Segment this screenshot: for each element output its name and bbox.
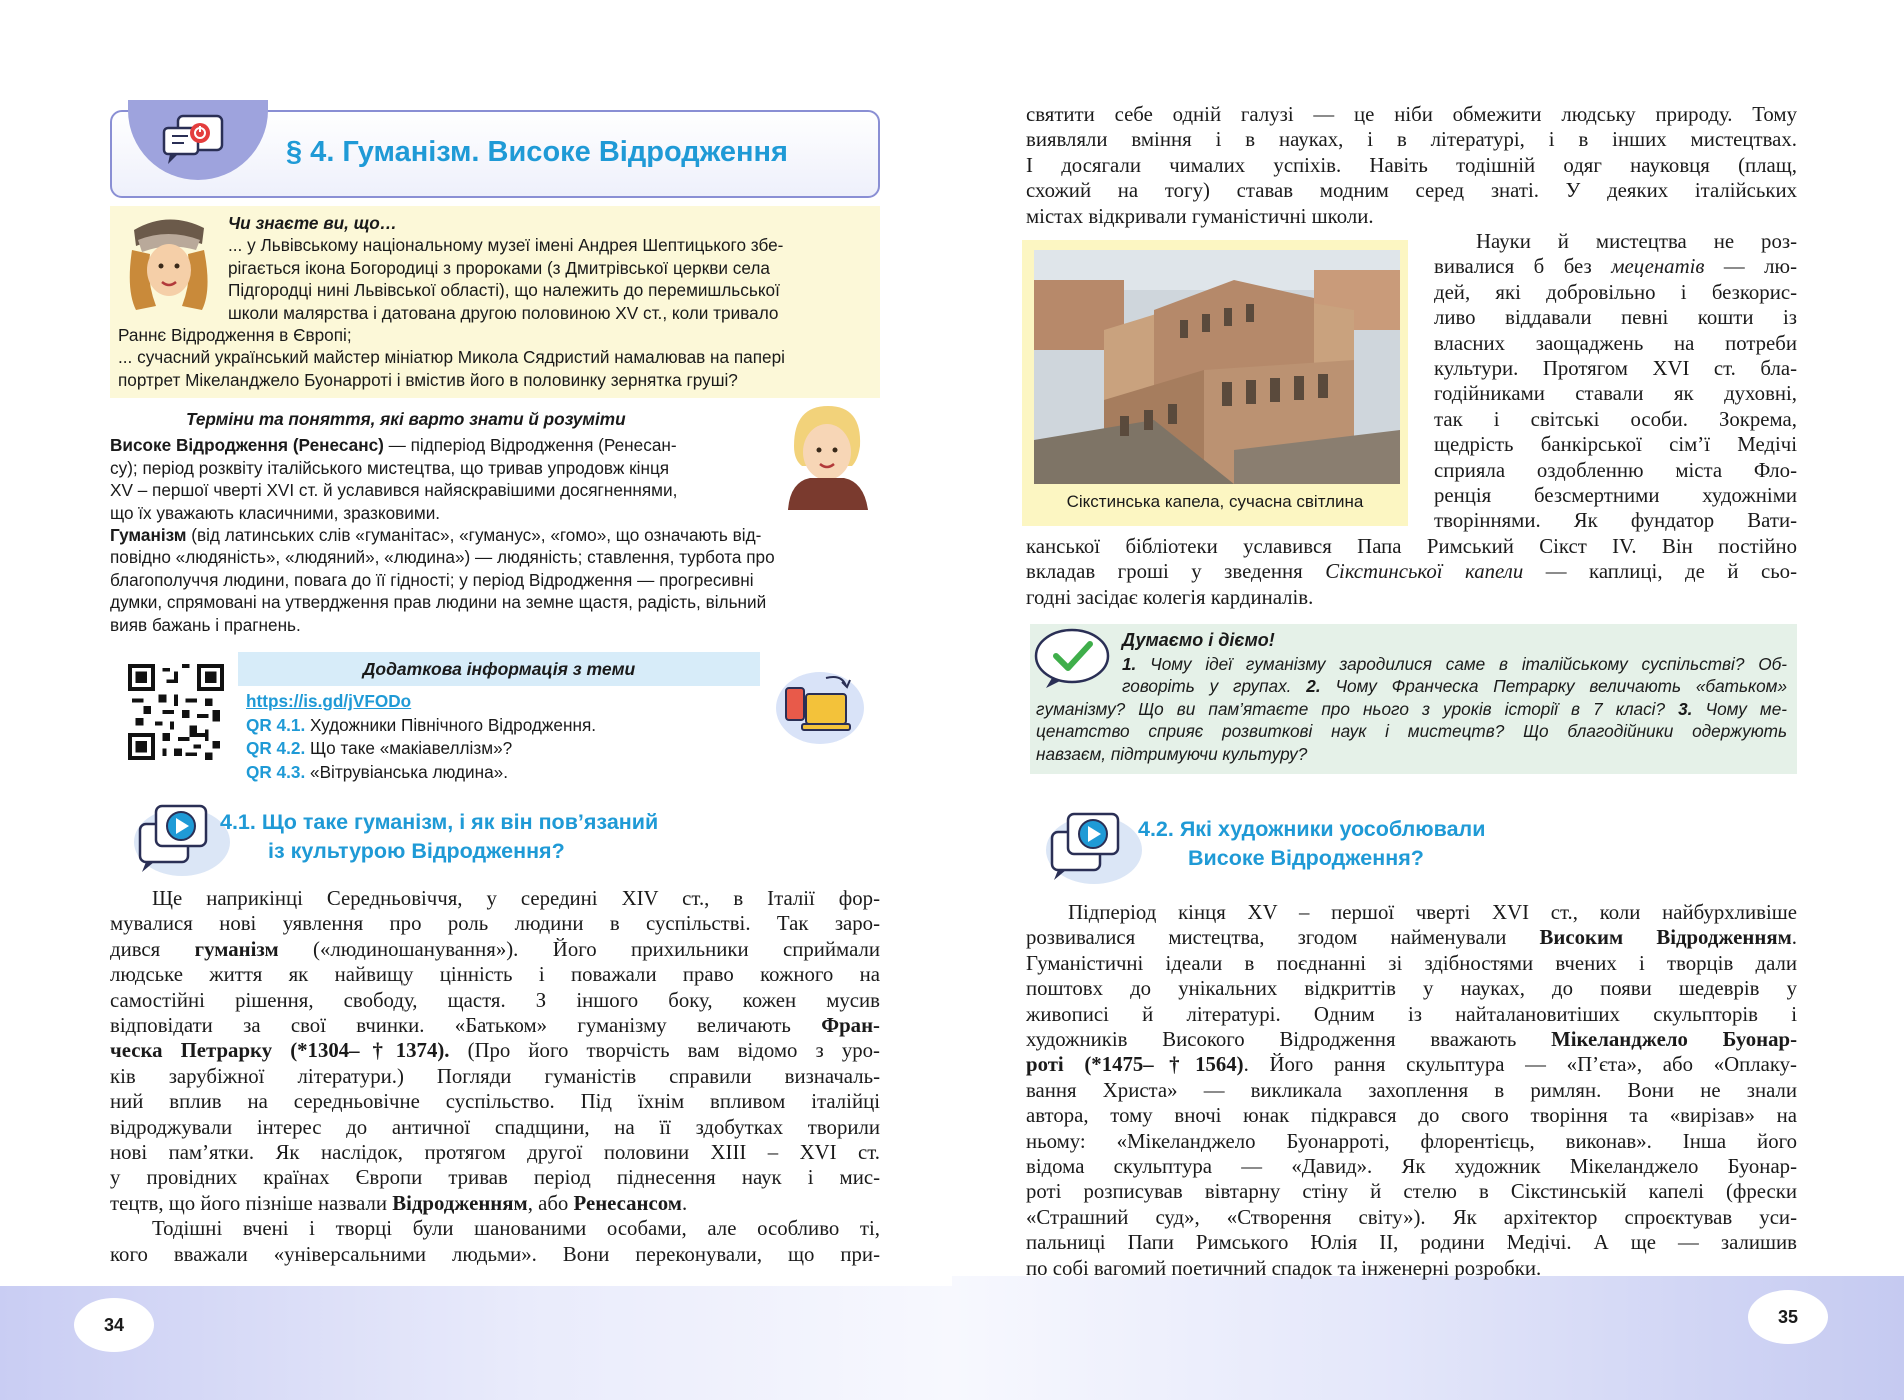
section-heading-line: 4.2. Які художники уособлювали bbox=[1138, 817, 1486, 841]
terms-block bbox=[110, 408, 880, 636]
text-line: людське життя як найвищу цінність і поважали право кожного на bbox=[110, 963, 880, 987]
text-line: сприяла оздобленню міста Фло- bbox=[1434, 458, 1797, 482]
chapter-title-tab bbox=[128, 100, 268, 180]
did-you-know-line: ... у Львівському національному музеї імені Андрея Шептицького збе- bbox=[228, 235, 784, 256]
text-line: розвивалися мистецтва, згодом найменували Високим Відродженням. bbox=[1026, 926, 1797, 950]
text-line: годні засідає колегія кардиналів. bbox=[1026, 585, 1314, 609]
text-line: ренція безсмертними художніми bbox=[1434, 484, 1797, 508]
extra-info-heading: Додаткова інформація з теми bbox=[238, 652, 760, 686]
text-line: поштовх до унікальних відкриттів у науках, до появи шедеврів у bbox=[1026, 977, 1797, 1001]
sistine-chapel-photo bbox=[1034, 250, 1400, 484]
text-line: вивалися б без меценатів — лю- bbox=[1434, 255, 1797, 279]
text-line: культури. Протягом XVI ст. бла- bbox=[1434, 357, 1797, 381]
text-line: творіннями. Як фундатор Вати- bbox=[1434, 509, 1797, 533]
text-line: тецтв, що його пізніше назвали Відродженням, або Ренесансом. bbox=[110, 1191, 688, 1215]
text-line: щедрість банкірської сім’ї Медічі bbox=[1434, 433, 1797, 457]
section-heading-line: Високе Відродження? bbox=[1188, 846, 1424, 870]
text-line: дився гуманізм («людиношанування»). Його прихильники сприймали bbox=[110, 937, 880, 961]
qr-item[interactable]: QR 4.3. «Вітрувіанська людина». bbox=[246, 761, 509, 782]
text-line: схожий на тогу) ставав модним серед знаті. У деяких італійських bbox=[1026, 179, 1797, 203]
extra-info-link[interactable]: https://is.gd/jVFODo bbox=[246, 691, 412, 711]
photo-caption: Сікстинська капела, сучасна світлина bbox=[1066, 492, 1364, 511]
text-line: вкладав гроші у зведення Сікстинської капели — каплиці, де й сьо- bbox=[1026, 560, 1797, 584]
term-definition: повідно «людяність», «людяний», «людина») — людяність; ставлення, турбота про bbox=[110, 547, 775, 568]
text-line: художників Високого Відродження вважають Мікеланджело Буонар- bbox=[1026, 1028, 1798, 1052]
section-heading-line: 4.1. Що таке гуманізм, і як він пов’язаний bbox=[220, 810, 659, 834]
extra-info-list bbox=[246, 690, 596, 784]
footer-band bbox=[952, 1276, 1904, 1400]
think-and-act-text bbox=[1030, 628, 1797, 765]
text-line: самостійні рішення, свободу, щастя. З іншого боку, кожен мусив bbox=[110, 988, 880, 1012]
text-line: роті (*1475–†1564). Його рання скульптура — «П’єта», або «Оплаку- bbox=[1026, 1053, 1797, 1077]
did-you-know-line: Підгородці нині Львівської області), що належить до перемишльської bbox=[228, 280, 780, 301]
text-line: Науки й мистецтва не роз- bbox=[1476, 230, 1797, 253]
qr-item[interactable]: QR 4.1. Художники Північного Відродження. bbox=[246, 714, 597, 735]
text-line: годійниками ставали як духовні, bbox=[1434, 382, 1797, 406]
did-you-know-line: школи малярства і датована другою половиною XV ст., коли тривало bbox=[228, 302, 779, 323]
section-heading-4-1 bbox=[220, 808, 658, 866]
body-text-right-side bbox=[1434, 229, 1797, 534]
text-line: Тодішні вчені і творці були шанованими особами, але особливо ті, bbox=[152, 1217, 880, 1241]
text-line: ків зарубіжної літератури.) Погляди гуманістів справили визначаль- bbox=[110, 1064, 880, 1088]
text-line: канської бібліотеки уславився Папа Римський Сікст IV. Він постійно bbox=[1026, 535, 1797, 558]
text-line: у провідних країнах Європи тривав період піднесення наук і мис- bbox=[110, 1166, 880, 1190]
did-you-know-line: рігається ікона Богородиці з пророками (з Дмитрівської церкви села bbox=[228, 257, 770, 278]
did-you-know-line: ... сучасний український майстер мініатюр Микола Сядристий намалював на папері bbox=[118, 347, 785, 368]
text-line: «Страшний суд», «Створення світу»). Як архітектор спроєктував уси- bbox=[1026, 1205, 1797, 1229]
text-line: святити себе одній галузі — це ніби обмежити людську природу. Тому bbox=[1026, 103, 1797, 126]
text-line: живописі й літературі. Одним із найталановитіших скульпторів і bbox=[1026, 1002, 1797, 1026]
text-line: дей, які добровільно і безкорис- bbox=[1434, 280, 1797, 304]
think-line: говоріть у групах. 2. Чому Франческа Петрарку величають «батьком» bbox=[1122, 676, 1787, 697]
term-definition: су); період розквіту італійського мистецтва, що тривав упродовж кінця bbox=[110, 457, 670, 478]
text-line: ньому: «Мікеланджело Буонарроті, флорентієць, виконав». Інша його bbox=[1026, 1129, 1797, 1153]
qr-code-icon[interactable] bbox=[128, 664, 224, 760]
think-line: гуманізму? Що ви пам’ятаєте про нього з уроків історії в 7 класі? 3. Чому ме- bbox=[1036, 698, 1787, 719]
term-definition: благополуччя людини, повага до її гідності; у період Відродження — прогресивні bbox=[110, 569, 754, 590]
term-definition: — підперіод Відродження (Ренесан- bbox=[383, 435, 677, 456]
text-line: І досягали чималих успіхів. Навіть тодішній одяг науковця (плащ, bbox=[1026, 153, 1797, 177]
text-line: Гуманістичні ідеали в поєднанні зі здібностями вчених і творців дали bbox=[1026, 951, 1797, 975]
term-definition: (від латинських слів «гуманітас», «гуманус», «гомо», що означають від- bbox=[186, 525, 762, 546]
body-text-right bbox=[1026, 900, 1797, 1281]
term-high-renaissance: Високе Відродження (Ренесанс) bbox=[110, 435, 384, 456]
text-line: виявляли вміння і в науках, і в літературі, і в інших мистецтвах. bbox=[1026, 128, 1797, 152]
body-text-left bbox=[110, 886, 880, 1267]
body-text-right-after-photo bbox=[1026, 534, 1797, 610]
section-heading-4-2 bbox=[1138, 815, 1485, 873]
think-line: навзаєм, підтримуючи культуру? bbox=[1036, 743, 1308, 764]
term-definition: XV – першої чверті XVI ст. й уславився найяскравішими досягненнями, bbox=[110, 480, 678, 501]
text-line: ливо віддавали певні кошти із bbox=[1434, 306, 1797, 330]
did-you-know-text bbox=[118, 212, 874, 391]
think-line: ценатство сприяє розвиткові наук і мистецтв? Що благодійники одержують bbox=[1036, 721, 1787, 742]
text-line: автора, тому вночі юнак підкрався до свого творіння та «вирізав» на bbox=[1026, 1104, 1797, 1128]
term-definition: що їх уважають класичними, зразковими. bbox=[110, 502, 441, 523]
video-bubble-icon[interactable] bbox=[122, 798, 232, 880]
think-line: 1. Чому ідеї гуманізму зародилися саме в італійському суспільстві? Об- bbox=[1122, 654, 1787, 674]
text-line: вання Христа» — викликала захоплення в римлян. Вони не знали bbox=[1026, 1078, 1797, 1102]
text-line: відома скульптура — «Давид». Як художник Мікеланджело Буонар- bbox=[1026, 1155, 1797, 1179]
qr-item[interactable]: QR 4.2. Що таке «макіавеллізм»? bbox=[246, 738, 513, 758]
text-line: власних заощаджень на потреби bbox=[1434, 331, 1797, 355]
text-line: Ще наприкінці Середньовіччя, у середині XIV ст., в Італії фор- bbox=[152, 887, 880, 910]
chat-icon bbox=[128, 100, 268, 180]
text-line: містах відкривали гуманістичні школи. bbox=[1026, 204, 1374, 228]
text-line: Підперіод кінця XV – першої чверті XVI ст., коли найбурхливіше bbox=[1068, 901, 1797, 924]
term-humanism: Гуманізм bbox=[110, 525, 187, 546]
text-line: нові пам’ятки. Як наслідок, протягом другої половини XIII – XVI ст. bbox=[110, 1141, 880, 1165]
text-line: кого вважали «універсальними людьми». Вони переконували, що при- bbox=[110, 1242, 880, 1266]
text-line: по собі вагомий поетичний спадок та інженерні розробки. bbox=[1026, 1256, 1542, 1280]
terms-heading: Терміни та поняття, які варто знати й розуміти bbox=[186, 409, 626, 429]
term-definition: вияв бажань і прагнень. bbox=[110, 614, 301, 635]
did-you-know-line: Раннє Відродження в Європі; bbox=[118, 325, 352, 346]
think-heading: Думаємо і діємо! bbox=[1122, 630, 1275, 650]
page-number: 34 bbox=[74, 1298, 154, 1352]
text-line: ний вплив на середньовічне суспільство. Під їхнім впливом італійці bbox=[110, 1090, 880, 1114]
did-you-know-line: портрет Мікеланджело Буонарроті і вмістив його в половинку зернятка груші? bbox=[118, 369, 738, 390]
body-text-right-top bbox=[1026, 102, 1797, 229]
text-line: ческа Петрарку (*1304–†1374). (Про його творчість вам відомо з уро- bbox=[110, 1039, 880, 1063]
text-line: роті розписував вівтарну стіну й стелю в Сікстинській капелі (фрески bbox=[1026, 1180, 1797, 1204]
devices-icon bbox=[772, 664, 868, 748]
section-heading-line: із культурою Відродження? bbox=[268, 839, 565, 863]
did-you-know-heading: Чи знаєте ви, що… bbox=[228, 213, 397, 233]
page-number: 35 bbox=[1748, 1290, 1828, 1344]
text-line: пальниці Папи Римського Юлія II, родини Медічі. А ще — залишив bbox=[1026, 1231, 1797, 1255]
video-bubble-icon[interactable] bbox=[1034, 806, 1144, 888]
text-line: мувалися нові уявлення про роль людини в суспільстві. Так заро- bbox=[110, 912, 880, 936]
chapter-title: § 4. Гуманізм. Високе Відродження bbox=[286, 136, 788, 168]
text-line: так і світські особи. Зокрема, bbox=[1434, 407, 1797, 431]
text-line: відроджували інтерес до античної спадщини, на її здобутках творили bbox=[110, 1115, 880, 1139]
term-definition: думки, спрямовані на утвердження прав людини на земне щастя, радість, вільний bbox=[110, 592, 767, 613]
text-line: відповідати за свої вчинки. «Батьком» гуманізму величають Фран- bbox=[110, 1014, 880, 1038]
